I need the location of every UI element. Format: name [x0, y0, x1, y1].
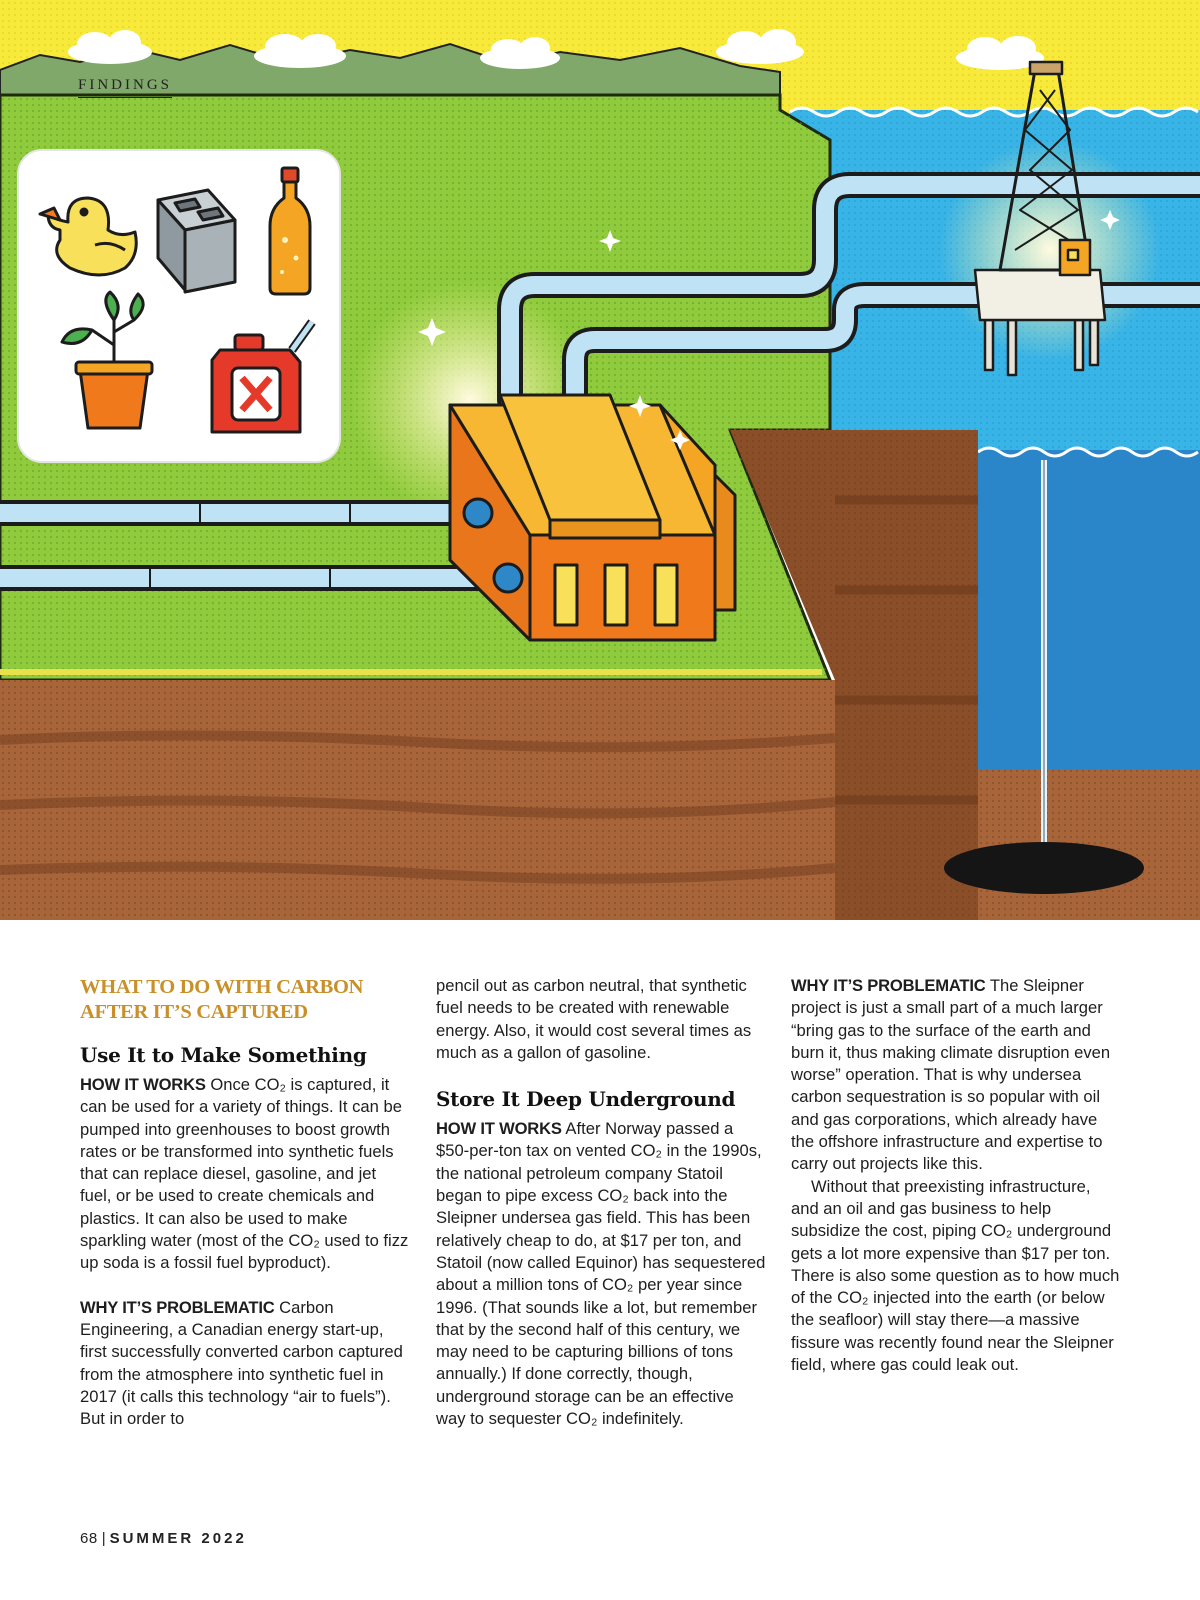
- article-kicker: WHAT TO DO WITH CARBON AFTER IT’S CAPTURED: [80, 976, 364, 1023]
- why-problematic-label: WHY IT’S PROBLEMATIC: [791, 976, 986, 995]
- footer-separator: |: [101, 1530, 106, 1547]
- section-1-how-paragraph: [80, 1074, 410, 1275]
- article-column-1: [80, 975, 410, 1430]
- issue-label: SUMMER 2022: [109, 1530, 247, 1547]
- article-column-3: [791, 975, 1121, 1376]
- co2-reservoir: [944, 842, 1144, 894]
- section-1-why-paragraph: [80, 1297, 410, 1431]
- section-2-how-paragraph: [436, 1118, 766, 1430]
- page-number: 68: [80, 1530, 98, 1547]
- section-label: FINDINGS: [78, 77, 172, 98]
- page-footer: [80, 1530, 247, 1547]
- section-1-why-continued: pencil out as carbon neutral, that synthetic fuel needs to be created with renewable energy. Also, it would cost several times as much as a gallon of gasoline.: [436, 976, 752, 1062]
- how-it-works-label: HOW IT WORKS: [436, 1119, 562, 1139]
- section-1-how-text: Once CO₂ is captured, it can be used for a variety of things. It can be pumped into greenhouses to boost growth rates or be transformed into synthetic fuels that can replace diesel, gasoline, and jet fuel, or be used to create chemicals and plastics. It can also be used to make sparkling water (most of the CO₂ used to fizz up soda is a fossil fuel byproduct).: [80, 1075, 409, 1273]
- section-2-why-paragraph: [791, 975, 1121, 1176]
- article-column-2: [436, 975, 766, 1430]
- how-it-works-label: HOW IT WORKS: [80, 1075, 206, 1094]
- section-2-how-text: After Norway passed a $50-per-ton tax on vented CO₂ in the 1990s, the national petroleum company Statoil began to pipe excess CO₂ back into the Sleipner undersea gas field. This has been relatively cheap to do, at $17 per ton, and Statoil (now called Equinor) has sequestered about a million tons of CO₂ per year since 1996. (That sounds like a lot, but remember that by the second half of this century, we may need to be capturing billions of tons annually.) If done correctly, though, underground storage can be an effective way to sequester CO₂ indefinitely.: [436, 1119, 766, 1429]
- section-2-why-paragraph-2: Without that preexisting infrastructure, and an oil and gas business to help subsidize the cost, piping CO₂ underground gets a lot more expensive than $17 per ton. There is also some question as to how much of the CO₂ injected into the earth (or below the seafloor) will stay there—a massive fissure was recently found near the Sleipner field, where gas could leak out.: [791, 1176, 1120, 1375]
- section-2-why-text: The Sleipner project is just a small part of a much larger “bring gas to the surface of the earth and burn it, thus making climate disruption even worse” operation. That is why undersea carbon sequestration is so popular with oil and gas corporations, which already have the offshore infrastructure and expertise to carry out projects like this.: [791, 976, 1111, 1174]
- why-problematic-label: WHY IT’S PROBLEMATIC: [80, 1297, 275, 1317]
- product-card: [18, 150, 340, 462]
- section-2-title: Store It Deep Underground: [436, 1087, 736, 1112]
- section-1-title: Use It to Make Something: [80, 1043, 367, 1067]
- section-1-why-text: Carbon Engineering, a Canadian energy start-up, first successfully converted carbon captured from the atmosphere into synthetic fuel in 2017 (it calls this technology “air to fuels”). But in order to: [80, 1297, 403, 1429]
